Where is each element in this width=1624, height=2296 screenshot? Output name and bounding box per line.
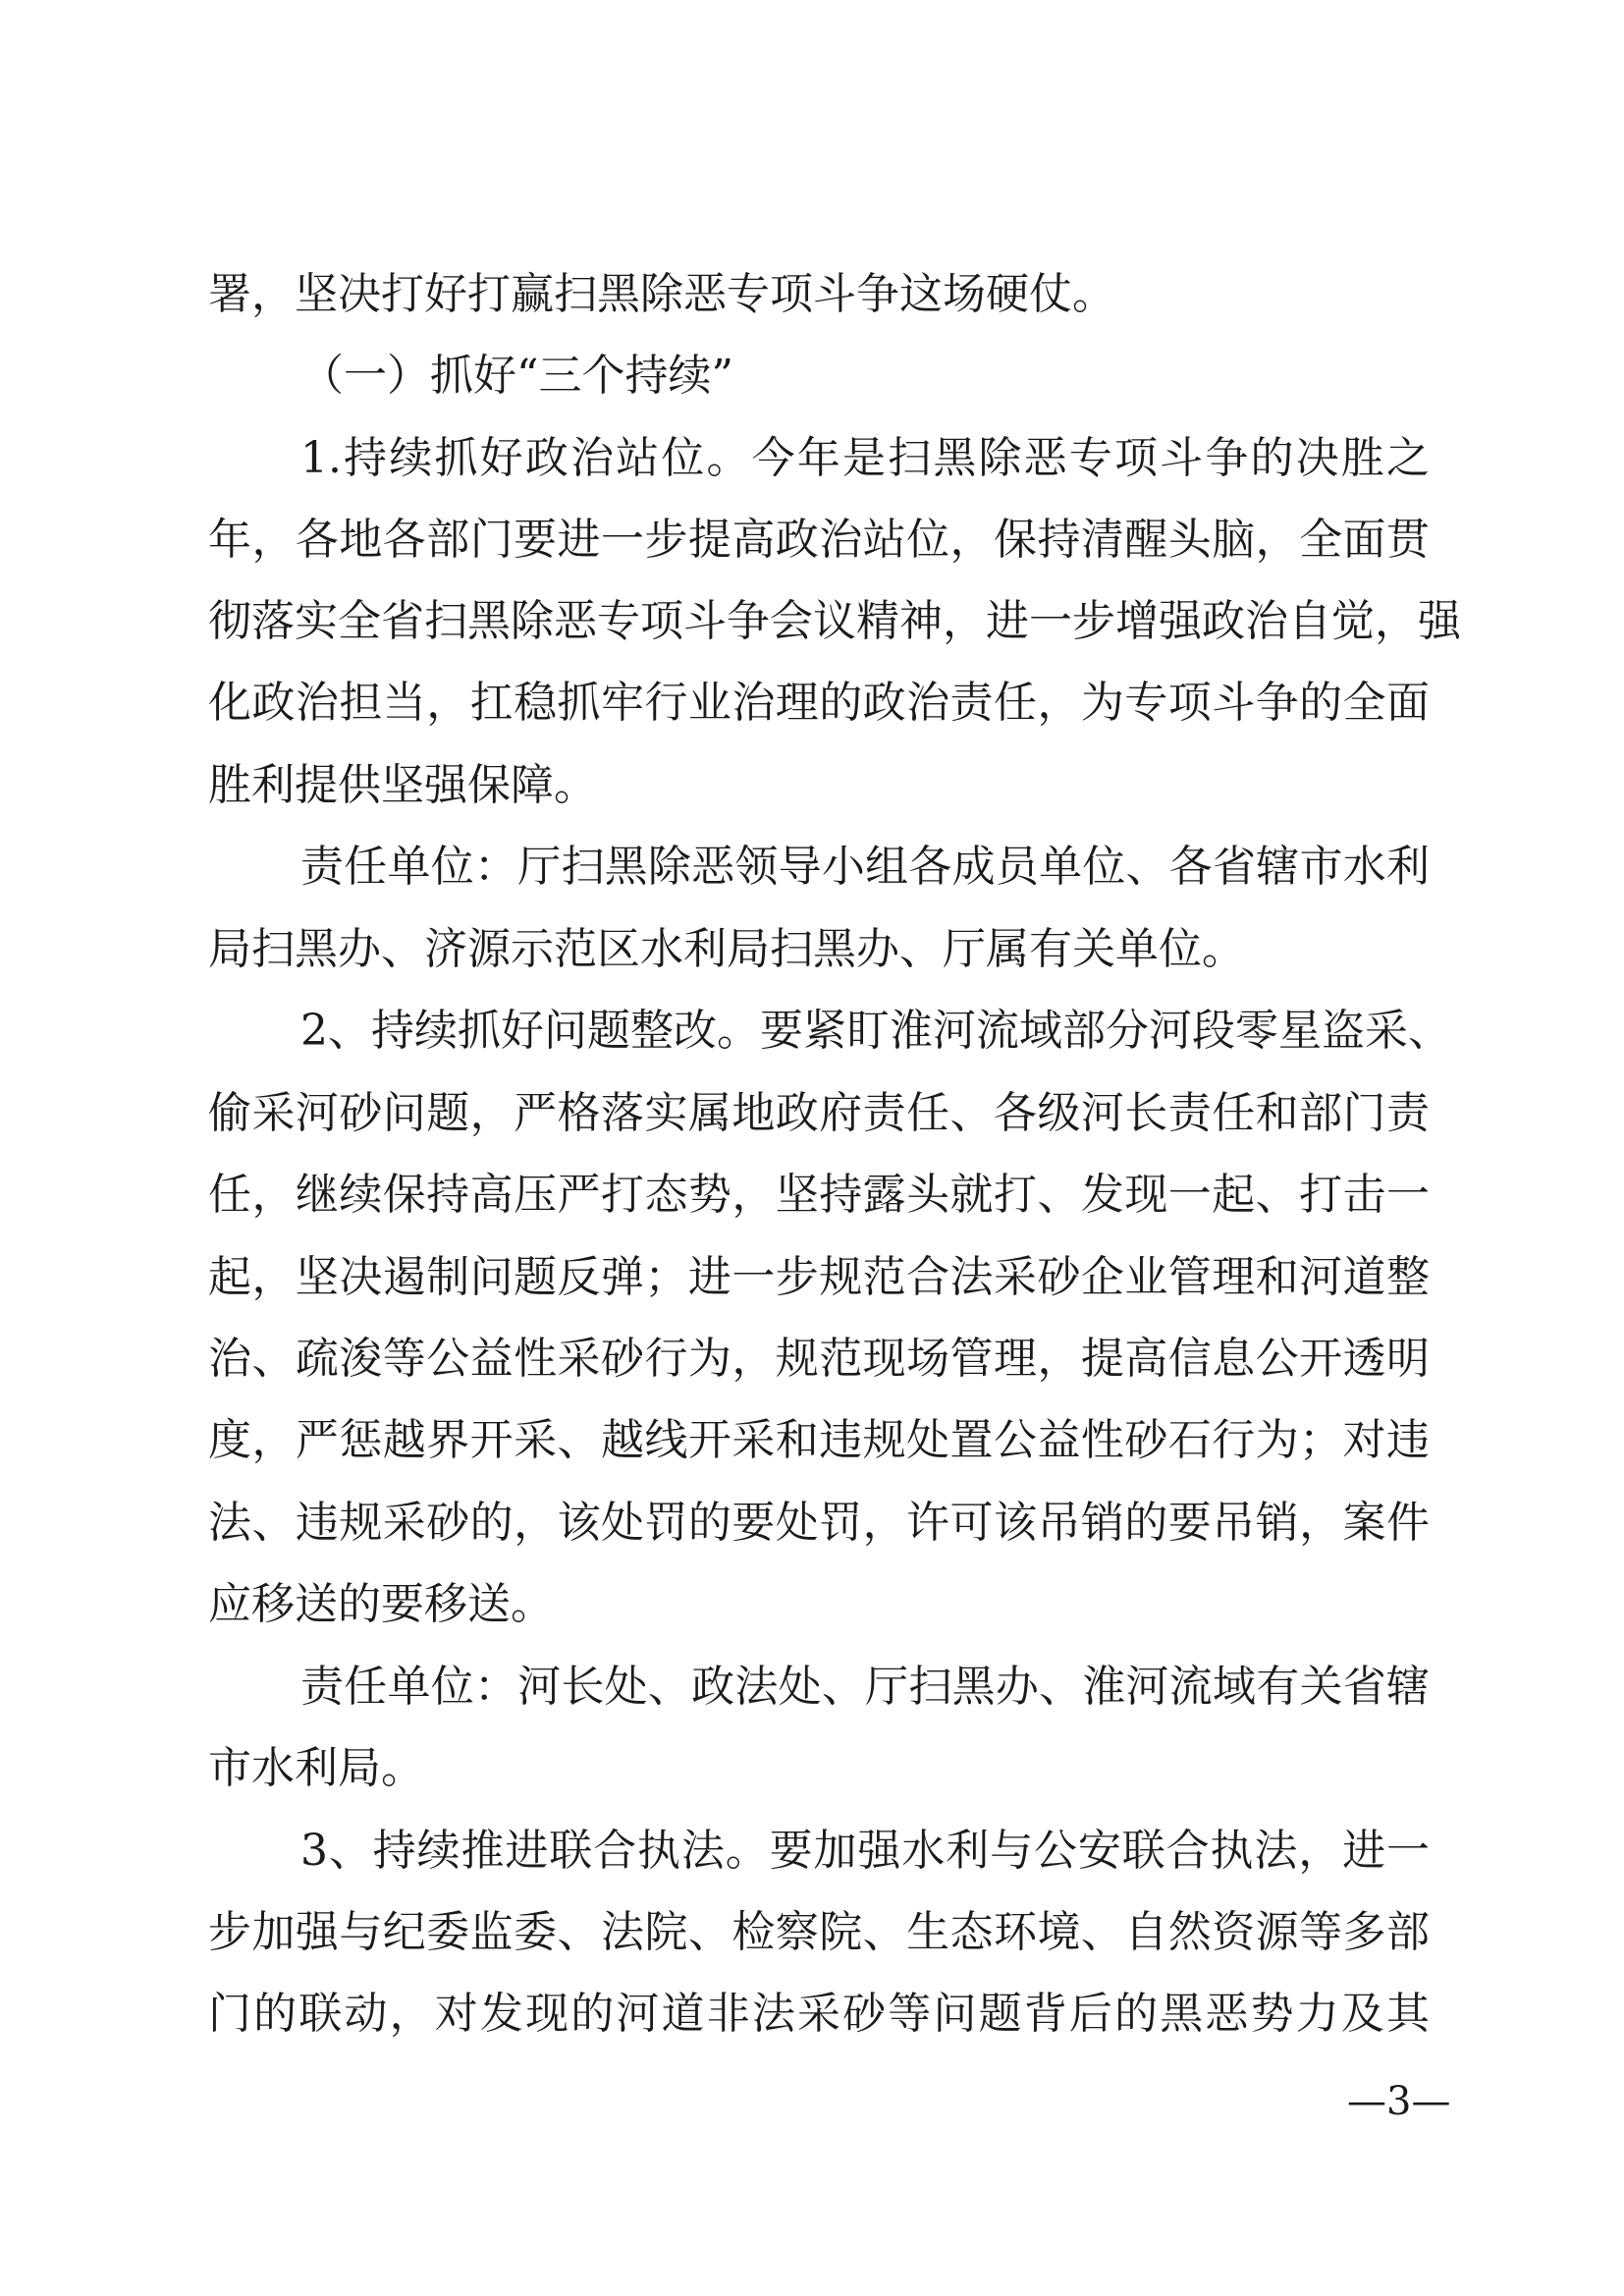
paragraph-line: 起，坚决遏制问题反弹；进一步规范合法采砂企业管理和河道整 <box>208 1252 1430 1302</box>
paragraph-line: 1.持续抓好政治站位。今年是扫黑除恶专项斗争的决胜之 <box>300 433 1430 483</box>
paragraph-line: 市水利局。 <box>208 1743 424 1793</box>
section-heading: （一）抓好“三个持续” <box>300 351 733 401</box>
paragraph-line: 化政治担当，扛稳抓牢行业治理的政治责任，为专项斗争的全面 <box>208 678 1430 728</box>
paragraph-line: 任，继续保持高压严打态势，坚持露头就打、发现一起、打击一 <box>208 1170 1430 1220</box>
paragraph-line: 门的联动，对发现的河道非法采砂等问题背后的黑恶势力及其 <box>208 1989 1430 2039</box>
paragraph-line: 署，坚决打好打赢扫黑除恶专项斗争这场硬仗。 <box>208 269 1115 319</box>
paragraph-line: 3、持续推进联合执法。要加强水利与公安联合执法，进一 <box>300 1826 1430 1876</box>
paragraph-line: 年，各地各部门要进一步提高政治站位，保持清醒头脑，全面贯 <box>208 515 1430 565</box>
paragraph-line: 法、违规采砂的，该处罚的要处罚，许可该吊销的要吊销，案件 <box>208 1498 1430 1548</box>
paragraph-line: 度，严惩越界开采、越线开采和违规处置公益性砂石行为；对违 <box>208 1415 1430 1465</box>
paragraph-line: 责任单位：厅扫黑除恶领导小组各成员单位、各省辖市水利 <box>300 842 1430 892</box>
paragraph-line: 偷采河砂问题，严格落实属地政府责任、各级河长责任和部门责 <box>208 1088 1430 1138</box>
paragraph-line: 胜利提供坚强保障。 <box>208 760 597 810</box>
paragraph-line: 2、持续抓好问题整改。要紧盯淮河流域部分河段零星盗采、 <box>300 1006 1451 1056</box>
paragraph-line: 责任单位：河长处、政法处、厅扫黑办、淮河流域有关省辖 <box>300 1662 1430 1712</box>
page-number: —3— <box>1347 2079 1451 2124</box>
paragraph-line: 彻落实全省扫黑除恶专项斗争会议精神，进一步增强政治自觉，强 <box>208 596 1461 646</box>
paragraph-line: 治、疏浚等公益性采砂行为，规范现场管理，提高信息公开透明 <box>208 1334 1430 1384</box>
paragraph-line: 步加强与纪委监委、法院、检察院、生态环境、自然资源等多部 <box>208 1907 1430 1957</box>
paragraph-line: 局扫黑办、济源示范区水利局扫黑办、厅属有关单位。 <box>208 924 1245 974</box>
paragraph-line: 应移送的要移送。 <box>208 1579 554 1629</box>
